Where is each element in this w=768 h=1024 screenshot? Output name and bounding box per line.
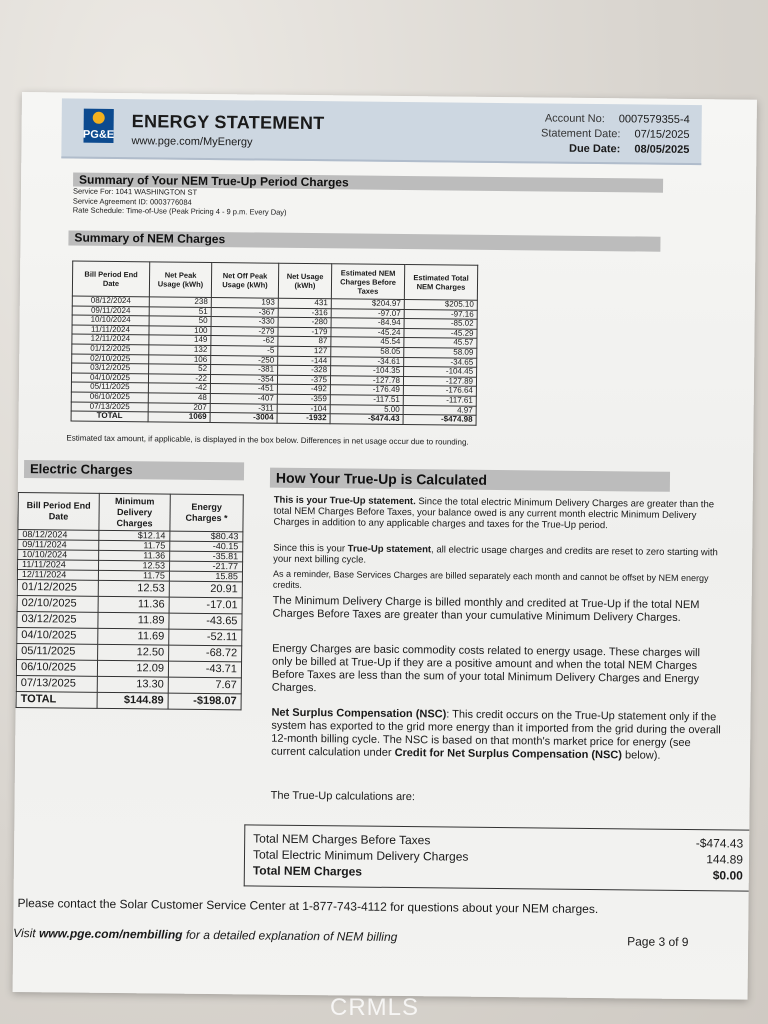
table-cell: 20.91 xyxy=(169,581,242,598)
table-cell: -311 xyxy=(210,403,277,413)
table-cell: -40.15 xyxy=(170,541,243,552)
table-row xyxy=(16,659,241,677)
table-row xyxy=(17,579,242,597)
table-cell: 11.75 xyxy=(99,540,170,551)
table-cell: 11.89 xyxy=(98,612,169,629)
trueup-paragraph-2 xyxy=(273,543,723,570)
trueup-p2-bold: True-Up statement xyxy=(347,543,432,556)
table-cell: 132 xyxy=(149,345,211,355)
table-cell: 58.09 xyxy=(404,347,477,357)
table-cell: -97.07 xyxy=(331,308,404,318)
table-cell: -68.72 xyxy=(169,645,242,662)
table-cell: 431 xyxy=(278,298,331,308)
table-cell: -52.11 xyxy=(169,629,242,646)
table-cell: -5 xyxy=(211,345,278,355)
table-cell: -381 xyxy=(211,365,278,375)
nem-header-net: Net Usage (kWh) xyxy=(278,263,331,299)
table-cell: 106 xyxy=(149,354,211,364)
trueup-paragraph-4: The Minimum Delivery Charge is billed monthly and credited at True-Up if the total NEM Charges Before Taxes are greater than your cumulative Minimum Delivery Charges. xyxy=(272,594,700,624)
nem-tax-note: Estimated tax amount, if applicable, is displayed in the box below. Differences in net usage occur due to rounding. xyxy=(66,433,469,447)
table-cell: 11.36 xyxy=(98,596,169,613)
table-cell: -35.81 xyxy=(170,551,243,562)
electric-total-row xyxy=(16,691,241,709)
table-cell: -62 xyxy=(211,336,278,346)
table-cell: 12.09 xyxy=(97,660,168,677)
table-cell: -104.35 xyxy=(331,366,404,376)
statement-date: 07/15/2025 xyxy=(634,128,690,141)
table-cell: 02/10/2025 xyxy=(72,354,149,364)
table-cell: TOTAL xyxy=(71,411,148,421)
table-cell: 193 xyxy=(211,297,278,307)
table-cell: 127 xyxy=(278,346,331,356)
table-cell: 45.54 xyxy=(331,337,404,347)
table-cell: 11.75 xyxy=(98,570,169,581)
table-cell: -43.71 xyxy=(168,661,241,678)
trueup-p2-b: , all electric usage charges and credits are reset to zero starting with your next billing cycle. xyxy=(273,544,718,566)
table-cell: -359 xyxy=(277,394,330,404)
nem-header-total: Estimated Total NEM Charges xyxy=(404,265,477,301)
table-cell: 05/11/2025 xyxy=(17,643,98,660)
account-info xyxy=(541,111,690,158)
statement-title: ENERGY STATEMENT xyxy=(131,111,325,134)
trueup-calc-intro: The True-Up calculations are: xyxy=(270,789,415,804)
statement-header xyxy=(61,98,702,165)
table-cell: 87 xyxy=(278,337,331,347)
service-info xyxy=(73,187,287,218)
table-cell: 01/12/2025 xyxy=(17,579,98,596)
trueup-p6-bold2: Credit for Net Surplus Compensation (NSC) xyxy=(394,746,623,762)
account-label: Account No: xyxy=(544,112,605,126)
table-cell: -354 xyxy=(210,374,277,384)
summary-title: Summary of Your NEM True-Up Period Charges xyxy=(73,173,663,193)
table-cell: -97.16 xyxy=(404,309,477,319)
trueup-paragraph-3: As a reminder, Base Services Charges are billed separately each month and cannot be offset by NEM energy credits. xyxy=(272,568,709,590)
table-cell: -43.65 xyxy=(169,613,242,630)
table-cell: $80.43 xyxy=(170,531,243,542)
trueup-calculation-box xyxy=(244,824,751,891)
statement-page xyxy=(13,92,757,1000)
table-cell: -$474.98 xyxy=(403,415,476,425)
table-cell: 08/12/2024 xyxy=(18,529,99,540)
calc-label-min-delivery: Total Electric Minimum Delivery Charges xyxy=(252,847,469,864)
table-cell: -104 xyxy=(277,404,330,414)
table-cell: $12.14 xyxy=(99,530,170,541)
contact-text: Please contact the Solar Customer Service Center at 1-877-743-4112 for questions about your NEM charges. xyxy=(17,895,599,917)
table-cell: -45.24 xyxy=(331,328,404,338)
table-cell: 7.67 xyxy=(168,677,241,694)
rate-schedule: Rate Schedule: Time-of-Use (Peak Pricing 4 - 9 p.m. Every Day) xyxy=(72,205,287,217)
table-cell: 12.53 xyxy=(98,580,169,597)
table-cell: 10/10/2024 xyxy=(72,315,149,325)
table-cell: 07/13/2025 xyxy=(71,402,148,412)
visit-a: Visit xyxy=(13,925,40,941)
calc-label-nem: Total NEM Charges Before Taxes xyxy=(253,831,431,848)
table-cell: 09/11/2024 xyxy=(18,539,99,550)
watermark-text: CRMLS xyxy=(330,994,420,1021)
table-cell: -316 xyxy=(278,308,331,318)
nem-header-period: Bill Period End Date xyxy=(72,261,149,297)
visit-b: for a detailed explanation of NEM billing xyxy=(182,927,398,944)
table-cell: -330 xyxy=(211,317,278,327)
table-cell: 05/11/2025 xyxy=(71,382,148,392)
calc-value-total: $0.00 xyxy=(712,868,743,883)
table-cell: 06/10/2025 xyxy=(16,659,97,676)
table-cell: -45.29 xyxy=(404,328,477,338)
table-cell: 02/10/2025 xyxy=(17,595,98,612)
table-row xyxy=(17,643,242,661)
elec-header-min-delivery: Minimum Delivery Charges xyxy=(99,493,170,531)
table-cell: -176.49 xyxy=(330,385,403,395)
electric-charges-title: Electric Charges xyxy=(24,460,244,480)
visit-text xyxy=(13,926,397,944)
pge-logo-icon xyxy=(83,109,113,143)
table-cell: 207 xyxy=(148,402,210,412)
nem-header-peak: Net Peak Usage (kWh) xyxy=(149,262,211,298)
table-cell: -179 xyxy=(278,327,331,337)
table-cell: $205.10 xyxy=(404,300,477,310)
page-number: Page 3 of 9 xyxy=(627,934,689,950)
table-cell: -127.78 xyxy=(330,375,403,385)
table-cell: 11.69 xyxy=(98,628,169,645)
trueup-paragraph-6 xyxy=(271,707,722,764)
table-cell: 13.30 xyxy=(97,676,168,693)
due-date-label: Due Date: xyxy=(568,142,621,156)
service-agreement: Service Agreement ID: 0003776084 xyxy=(72,196,192,207)
table-cell: 07/13/2025 xyxy=(16,675,97,692)
table-cell: -451 xyxy=(210,384,277,394)
table-cell: -375 xyxy=(277,375,330,385)
table-cell: $204.97 xyxy=(331,299,404,309)
trueup-p1-text: Since the total electric Minimum Delivery Charges are greater than the total NEM Charges Before Taxes, your balance owed is any current month electric Minimum Delivery Charges in addition to any applicable charges and taxes for the True-Up period. xyxy=(273,496,715,532)
table-cell: 11/11/2024 xyxy=(17,559,98,570)
table-cell: 58.05 xyxy=(331,347,404,357)
elec-header-energy: Energy Charges * xyxy=(170,494,243,532)
electric-charges-table xyxy=(16,492,244,710)
statement-date-label: Statement Date: xyxy=(540,127,621,141)
trueup-title: How Your True-Up is Calculated xyxy=(270,468,670,492)
calc-value-nem: -$474.43 xyxy=(695,836,744,851)
table-cell: -34.65 xyxy=(404,357,477,367)
table-cell: -127.89 xyxy=(403,376,476,386)
table-cell: -104.45 xyxy=(404,367,477,377)
table-cell: 5.00 xyxy=(330,404,403,414)
due-date: 08/05/2025 xyxy=(634,143,690,156)
trueup-p6-text: : This credit occurs on the True-Up statement only if the system has exported to the grid more energy than it imported from the grid during the overall 12-month billing cycle. The NSC is based on that month's market price for energy (see current calculation under xyxy=(271,708,721,759)
table-cell: -3004 xyxy=(210,413,277,423)
trueup-paragraph-1 xyxy=(273,495,723,533)
table-row xyxy=(17,627,242,645)
table-cell: -84.94 xyxy=(331,318,404,328)
table-cell: 48 xyxy=(148,393,210,403)
table-cell: 03/12/2025 xyxy=(72,363,149,373)
table-cell: 12.50 xyxy=(98,644,169,661)
table-cell: 50 xyxy=(149,316,211,326)
table-cell: 100 xyxy=(149,326,211,336)
table-cell: 08/12/2024 xyxy=(72,296,149,306)
statement-url: www.pge.com/MyEnergy xyxy=(131,135,253,149)
table-cell: -279 xyxy=(211,326,278,336)
nem-header-offpeak: Net Off Peak Usage (kWh) xyxy=(211,262,278,298)
table-cell: 12.53 xyxy=(98,560,169,571)
table-cell: 52 xyxy=(149,364,211,374)
table-cell: 12/11/2024 xyxy=(17,569,98,580)
table-cell: -21.77 xyxy=(169,561,242,572)
table-cell: 11/11/2024 xyxy=(72,325,149,335)
elec-header-period: Bill Period End Date xyxy=(18,492,99,530)
table-cell: -42 xyxy=(148,383,210,393)
table-cell: -367 xyxy=(211,307,278,317)
table-cell: -34.61 xyxy=(331,356,404,366)
table-cell: -328 xyxy=(278,365,331,375)
table-cell: -22 xyxy=(148,374,210,384)
table-cell: -1932 xyxy=(277,413,330,423)
table-cell: -17.01 xyxy=(169,597,242,614)
table-cell: -$198.07 xyxy=(168,693,241,710)
table-cell: 01/12/2025 xyxy=(72,344,149,354)
nem-charges-table xyxy=(71,261,479,426)
table-cell: 04/10/2025 xyxy=(71,373,148,383)
table-cell: -117.61 xyxy=(403,395,476,405)
table-cell: -144 xyxy=(278,356,331,366)
trueup-p2-a: Since this is your xyxy=(273,542,348,555)
table-cell: 238 xyxy=(149,297,211,307)
service-for: Service For: 1041 WASHINGTON ST xyxy=(72,186,198,197)
trueup-p6-end: below). xyxy=(621,749,661,762)
table-cell: 15.85 xyxy=(169,571,242,582)
table-cell: -$474.43 xyxy=(330,414,403,424)
nem-header-before-tax: Estimated NEM Charges Before Taxes xyxy=(331,264,404,300)
account-number: 0007579355-4 xyxy=(618,113,690,126)
nem-summary-title: Summary of NEM Charges xyxy=(68,230,660,251)
table-row xyxy=(17,595,242,613)
table-cell: 09/11/2024 xyxy=(72,306,149,316)
table-row xyxy=(16,675,241,693)
trueup-paragraph-5: Energy Charges are basic commodity costs related to energy usage. These charges will only be billed at True-Up if they are a positive amount and when the total NEM Charges Before Taxes are less than the sum of your total Minimum Delivery Charges and Energy Charges. xyxy=(271,642,701,695)
trueup-p1-bold: This is your True-Up statement. xyxy=(273,494,416,508)
table-cell: $144.89 xyxy=(97,692,168,709)
calc-row-total xyxy=(253,863,743,882)
table-cell: -280 xyxy=(278,317,331,327)
table-cell: 45.57 xyxy=(404,338,477,348)
logo-text: PG&E xyxy=(82,128,115,141)
table-cell: 1069 xyxy=(148,412,210,422)
visit-url: www.pge.com/nembilling xyxy=(38,926,183,942)
table-cell: 03/12/2025 xyxy=(17,611,98,628)
table-cell: -176.64 xyxy=(403,386,476,396)
table-cell: 149 xyxy=(149,335,211,345)
table-cell: 10/10/2024 xyxy=(18,549,99,560)
table-cell: 06/10/2025 xyxy=(71,392,148,402)
calc-label-total: Total NEM Charges xyxy=(252,863,363,879)
table-row xyxy=(17,611,242,629)
table-cell: -117.51 xyxy=(330,395,403,405)
trueup-p6-bold: Net Surplus Compensation (NSC) xyxy=(271,706,447,721)
table-cell: 4.97 xyxy=(403,405,476,415)
table-cell: 04/10/2025 xyxy=(17,627,98,644)
table-cell: -407 xyxy=(210,393,277,403)
table-cell: -250 xyxy=(211,355,278,365)
table-cell: 11.36 xyxy=(99,550,170,561)
table-cell: TOTAL xyxy=(16,691,97,708)
table-cell: -85.02 xyxy=(404,319,477,329)
calc-value-min-delivery: 144.89 xyxy=(706,852,744,867)
table-cell: -492 xyxy=(277,385,330,395)
table-cell: 12/11/2024 xyxy=(72,334,149,344)
table-cell: 51 xyxy=(149,306,211,316)
